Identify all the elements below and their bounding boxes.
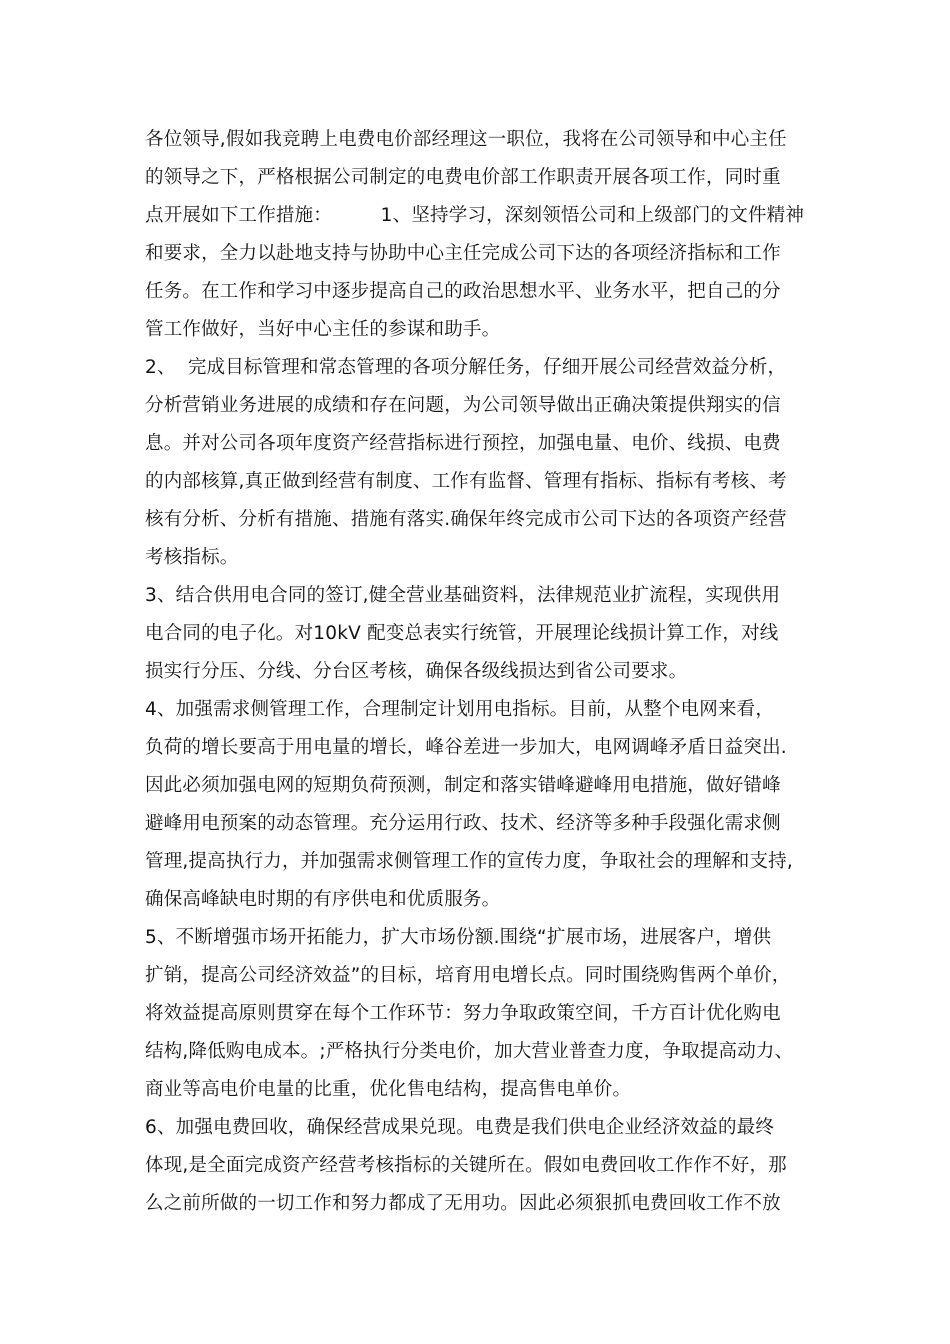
text-line: 考核指标。 — [145, 547, 239, 568]
text-line: 避峰用电预案的动态管理。充分运用行政、技术、经济等多种手段强化需求侧 — [145, 813, 781, 834]
text-line: 5、不断增强市场开拓能力，扩大市场份额.围绕“扩展市场，进展客户，增供 — [145, 927, 772, 948]
text-line: 电合同的电子化。对10kV 配变总表实行统管，开展理论线损计算工作，对线 — [145, 623, 779, 644]
text-line: 任务。在工作和学习中逐步提高自己的政治思想水平、业务水平，把自己的分 — [145, 281, 781, 302]
text-line: 体现,是全面完成资产经营考核指标的关键所在。假如电费回收工作作不好，那 — [145, 1155, 787, 1176]
text-line: 核有分析、分析有措施、措施有落实.确保年终完成市公司下达的各项资产经营 — [145, 509, 787, 530]
text-line: 扩销，提高公司经济效益”的目标，培育用电增长点。同时围绕购售两个单价， — [145, 965, 791, 986]
text-line: 确保高峰缺电时期的有序供电和优质服务。 — [145, 889, 501, 910]
text-line: 2、 完成目标管理和常态管理的各项分解任务，仔细开展公司经营效益分析， — [145, 357, 787, 378]
text-line: 商业等高电价电量的比重，优化售电结构，提高售电单价。 — [145, 1079, 632, 1100]
text-line: 6、加强电费回收，确保经营成果兑现。电费是我们供电企业经济效益的最终 — [145, 1117, 775, 1138]
text-line: 将效益提高原则贯穿在每个工作环节：努力争取政策空间，千方百计优化购电 — [145, 1003, 781, 1024]
text-line: 和要求，全力以赴地支持与协助中心主任完成公司下达的各项经济指标和工作 — [145, 243, 781, 264]
text-line: 损实行分压、分线、分台区考核，确保各级线损达到省公司要求。 — [145, 661, 688, 682]
text-line: 么之前所做的一切工作和努力都成了无用功。因此必须狠抓电费回收工作不放 — [145, 1193, 781, 1214]
text-line: 管理,提高执行力，并加强需求侧管理工作的宣传力度，争取社会的理解和支持, — [145, 851, 793, 872]
text-line: 因此必须加强电网的短期负荷预测，制定和落实错峰避峰用电措施，做好错峰 — [145, 775, 781, 796]
text-line: 结构,降低购电成本。;严格执行分类电价，加大营业普查力度，争取提高动力、 — [145, 1041, 794, 1062]
text-line: 3、结合供用电合同的签订,健全营业基础资料，法律规范业扩流程，实现供用 — [145, 585, 781, 606]
text-line: 分析营销业务进展的成绩和存在问题，为公司领导做出正确决策提供翔实的信 — [145, 395, 781, 416]
text-line: 点开展如下工作措施： 1、坚持学习，深刻领悟公司和上级部门的文件精神 — [145, 205, 805, 226]
text-line: 的领导之下，严格根据公司制定的电费电价部工作职责开展各项工作，同时重 — [145, 167, 781, 188]
text-line: 负荷的增长要高于用电量的增长，峰谷差进一步加大，电网调峰矛盾日益突出. — [145, 737, 787, 758]
text-line: 管工作做好，当好中心主任的参谋和助手。 — [145, 319, 501, 340]
text-line: 的内部核算,真正做到经营有制度、工作有监督、管理有指标、指标有考核、考 — [145, 471, 787, 492]
text-line: 各位领导,假如我竞聘上电费电价部经理这一职位，我将在公司领导和中心主任 — [145, 129, 787, 150]
text-line: 息。并对公司各项年度资产经营指标进行预控，加强电量、电价、线损、电费 — [145, 433, 781, 454]
text-line: 4、加强需求侧管理工作，合理制定计划用电指标。目前，从整个电网来看， — [145, 699, 775, 720]
